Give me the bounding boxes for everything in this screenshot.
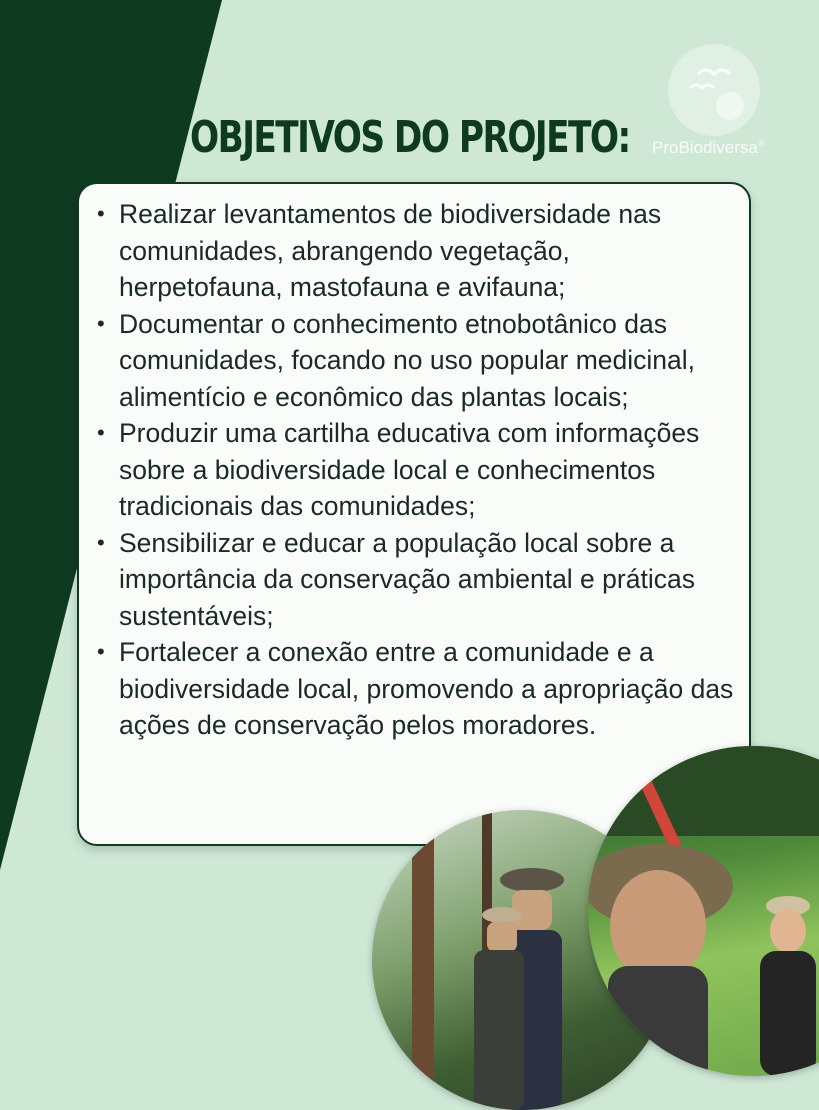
objective-item: • Sensibilizar e educar a população local sobre a importância da conservação ambiental e práticas sustentáveis;: [119, 525, 739, 635]
objective-item: • Fortalecer a conexão entre a comunidade e a biodiversidade local, promovendo a apropriação das ações de conservação pelos moradores.: [119, 634, 739, 744]
logo-wordmark: ProBiodiversa®: [652, 138, 765, 157]
probiodiversa-logo: [652, 44, 782, 164]
objectives-list: [119, 196, 739, 744]
objective-item: • Realizar levantamentos de biodiversidade nas comunidades, abrangendo vegetação, herpetofauna, mastofauna e avifauna;: [119, 196, 739, 306]
logo-emblem-icon: [668, 44, 760, 136]
page-title: OBJETIVOS DO PROJETO:: [190, 112, 630, 163]
objective-item: • Documentar o conhecimento etnobotânico das comunidades, focando no uso popular medicinal, alimentício e econômico das plantas locais;: [119, 306, 739, 416]
objective-item: • Produzir uma cartilha educativa com informações sobre a biodiversidade local e conhecimentos tradicionais das comunidades;: [119, 415, 739, 525]
objectives-card: [77, 182, 751, 846]
